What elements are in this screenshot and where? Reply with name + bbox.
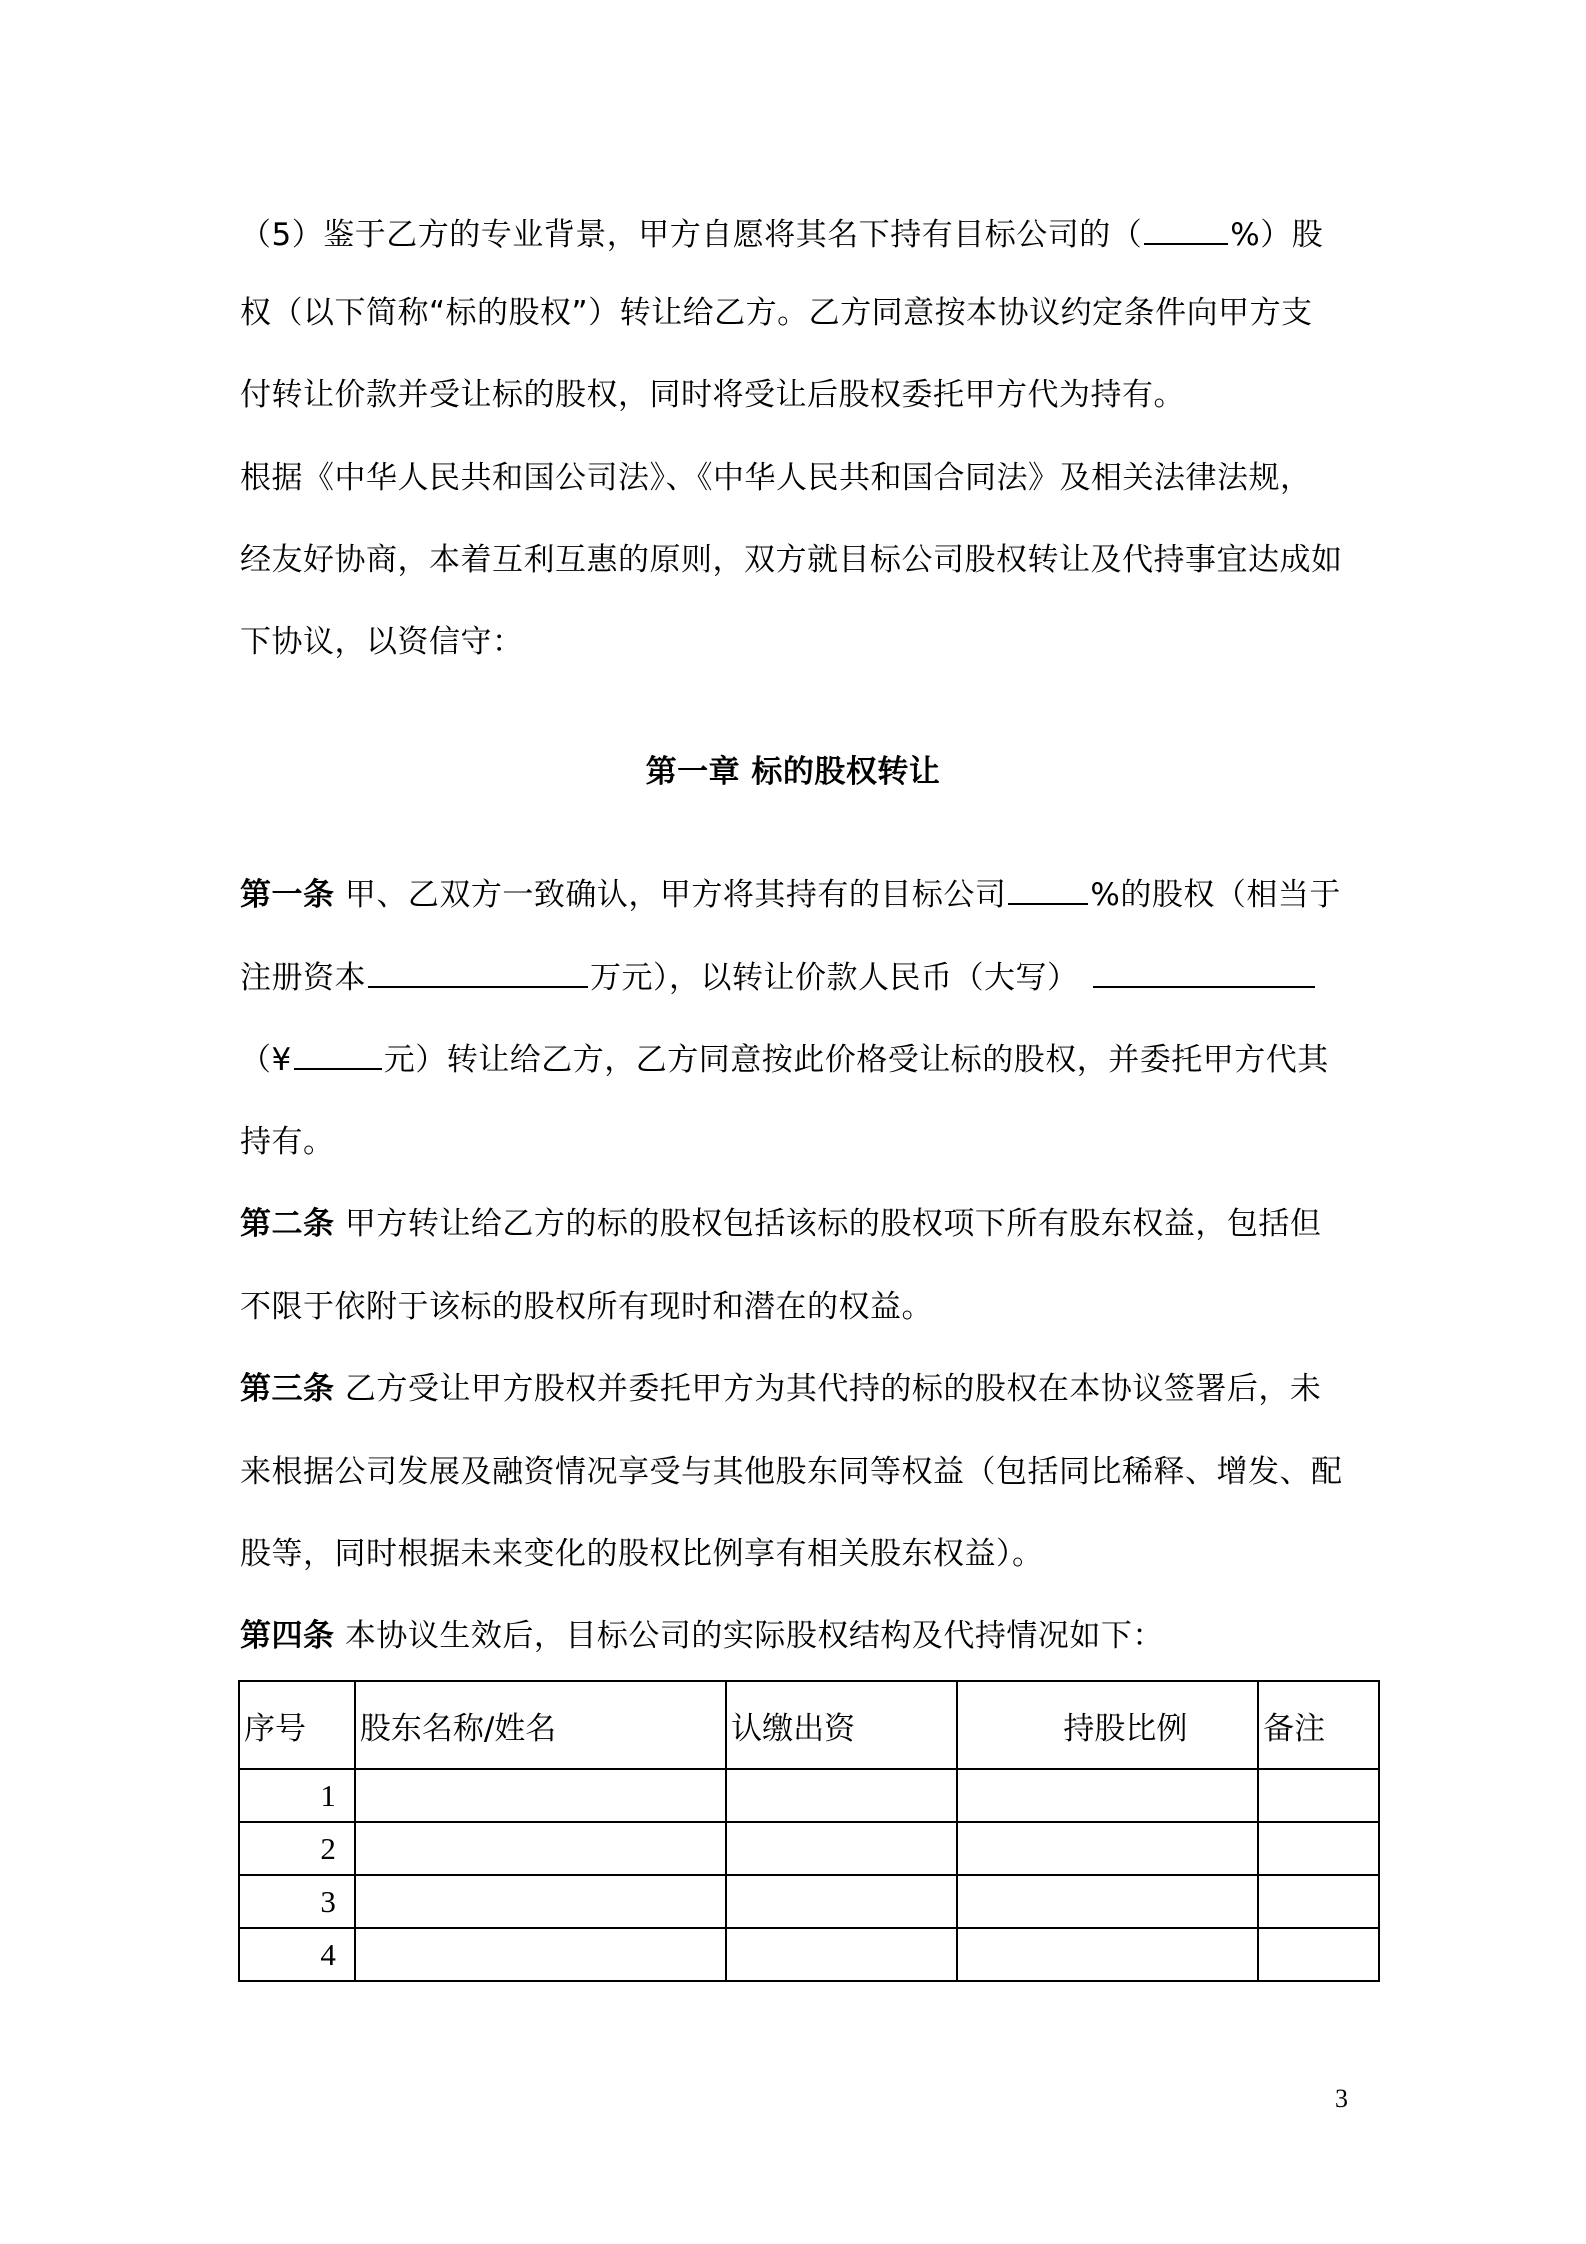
intro-line-4: 根据《中华人民共和国公司法》、《中华人民共和国合同法》及相关法律法规，: [240, 460, 1312, 496]
cell-ratio[interactable]: [957, 1822, 1258, 1875]
article1-line-3: [240, 1040, 1350, 1080]
article2-line-2: 不限于依附于该标的股权所有现时和潜在的权益。: [240, 1289, 933, 1325]
header-shareholder-name: 股东名称/姓名: [355, 1681, 726, 1769]
article1-text-1b: %的股权（相当于: [1090, 877, 1341, 913]
article3-line-3: 股等，同时根据未来变化的股权比例享有相关股东权益）。: [240, 1536, 1044, 1572]
header-remarks: 备注: [1258, 1681, 1379, 1769]
intro-text-1b: %）股: [1230, 217, 1324, 253]
blank-percent: [1144, 215, 1228, 245]
chapter-title: 第一章 标的股权转让: [645, 754, 941, 790]
table-row: [239, 1769, 1379, 1822]
article1-line-1: [240, 875, 1350, 915]
article4-text-1: 本协议生效后，目标公司的实际股权结构及代持情况如下：: [344, 1618, 1164, 1654]
cell-capital[interactable]: [726, 1769, 957, 1822]
cell-remarks[interactable]: [1258, 1822, 1379, 1875]
row-number: 4: [239, 1928, 355, 1981]
table-row: [239, 1822, 1379, 1875]
article3-line-2: 来根据公司发展及融资情况享受与其他股东同等权益（包括同比稀释、增发、配: [240, 1454, 1343, 1490]
article4-label: 第四条: [240, 1618, 335, 1654]
table-row: [239, 1928, 1379, 1981]
article3-text-1: 乙方受让甲方股权并委托甲方为其代持的标的股权在本协议签署后，未: [344, 1371, 1322, 1407]
cell-name[interactable]: [355, 1769, 726, 1822]
cell-name[interactable]: [355, 1822, 726, 1875]
cell-ratio[interactable]: [957, 1875, 1258, 1928]
article1-text-1a: 甲、乙双方一致确认，甲方将其持有的目标公司: [344, 877, 1007, 913]
intro-line-1: [240, 215, 1350, 255]
header-subscribed-capital: 认缴出资: [726, 1681, 957, 1769]
row-number: 3: [239, 1875, 355, 1928]
article2-line-1: [240, 1204, 1350, 1244]
article1-line-4: 持有。: [240, 1124, 335, 1160]
blank-share-percent: [1008, 875, 1088, 905]
intro-line-5: 经友好协商，本着互利互惠的原则，双方就目标公司股权转让及代持事宜达成如: [240, 542, 1343, 578]
article1-label: 第一条: [240, 877, 335, 913]
header-shareholding-ratio: 持股比例: [957, 1681, 1258, 1769]
cell-remarks[interactable]: [1258, 1769, 1379, 1822]
row-number: 2: [239, 1822, 355, 1875]
header-serial-number: 序号: [239, 1681, 355, 1769]
cell-capital[interactable]: [726, 1822, 957, 1875]
article4-line-1: [240, 1616, 1350, 1656]
page-number: 3: [1335, 2084, 1348, 2113]
cell-remarks[interactable]: [1258, 1875, 1379, 1928]
intro-line-3: 付转让价款并受让标的股权，同时将受让后股权委托甲方代为持有。: [240, 377, 1185, 413]
cell-name[interactable]: [355, 1928, 726, 1981]
cell-remarks[interactable]: [1258, 1928, 1379, 1981]
article1-text-3b: 元）转让给乙方，乙方同意按此价格受让标的股权，并委托甲方代其: [383, 1042, 1329, 1078]
article1-text-2a: 注册资本: [240, 960, 366, 996]
cell-capital[interactable]: [726, 1875, 957, 1928]
article3-line-1: [240, 1369, 1350, 1409]
article1-line-2: [240, 958, 1350, 998]
article2-text-1: 甲方转让给乙方的标的股权包括该标的股权项下所有股东权益，包括但: [344, 1206, 1322, 1242]
cell-ratio[interactable]: [957, 1769, 1258, 1822]
intro-line-2: 权（以下简称“标的股权”）转让给乙方。乙方同意按本协议约定条件向甲方支: [240, 295, 1313, 331]
blank-price-capital-letters: [1093, 958, 1315, 988]
table-header-row: [239, 1681, 1379, 1769]
intro-line-6: 下协议，以资信守：: [240, 624, 524, 660]
cell-name[interactable]: [355, 1875, 726, 1928]
row-number: 1: [239, 1769, 355, 1822]
article1-text-3a: （¥: [240, 1042, 292, 1078]
article1-text-2b: 万元），以转让价款人民币（大写）: [590, 960, 1079, 996]
intro-text-1a: （5）鉴于乙方的专业背景，甲方自愿将其名下持有目标公司的（: [240, 217, 1143, 253]
cell-ratio[interactable]: [957, 1928, 1258, 1981]
shareholding-table: [238, 1680, 1380, 1982]
table-row: [239, 1875, 1379, 1928]
article3-label: 第三条: [240, 1371, 335, 1407]
cell-capital[interactable]: [726, 1928, 957, 1981]
blank-price-amount: [294, 1040, 382, 1070]
article2-label: 第二条: [240, 1206, 335, 1242]
blank-registered-capital: [368, 958, 588, 988]
